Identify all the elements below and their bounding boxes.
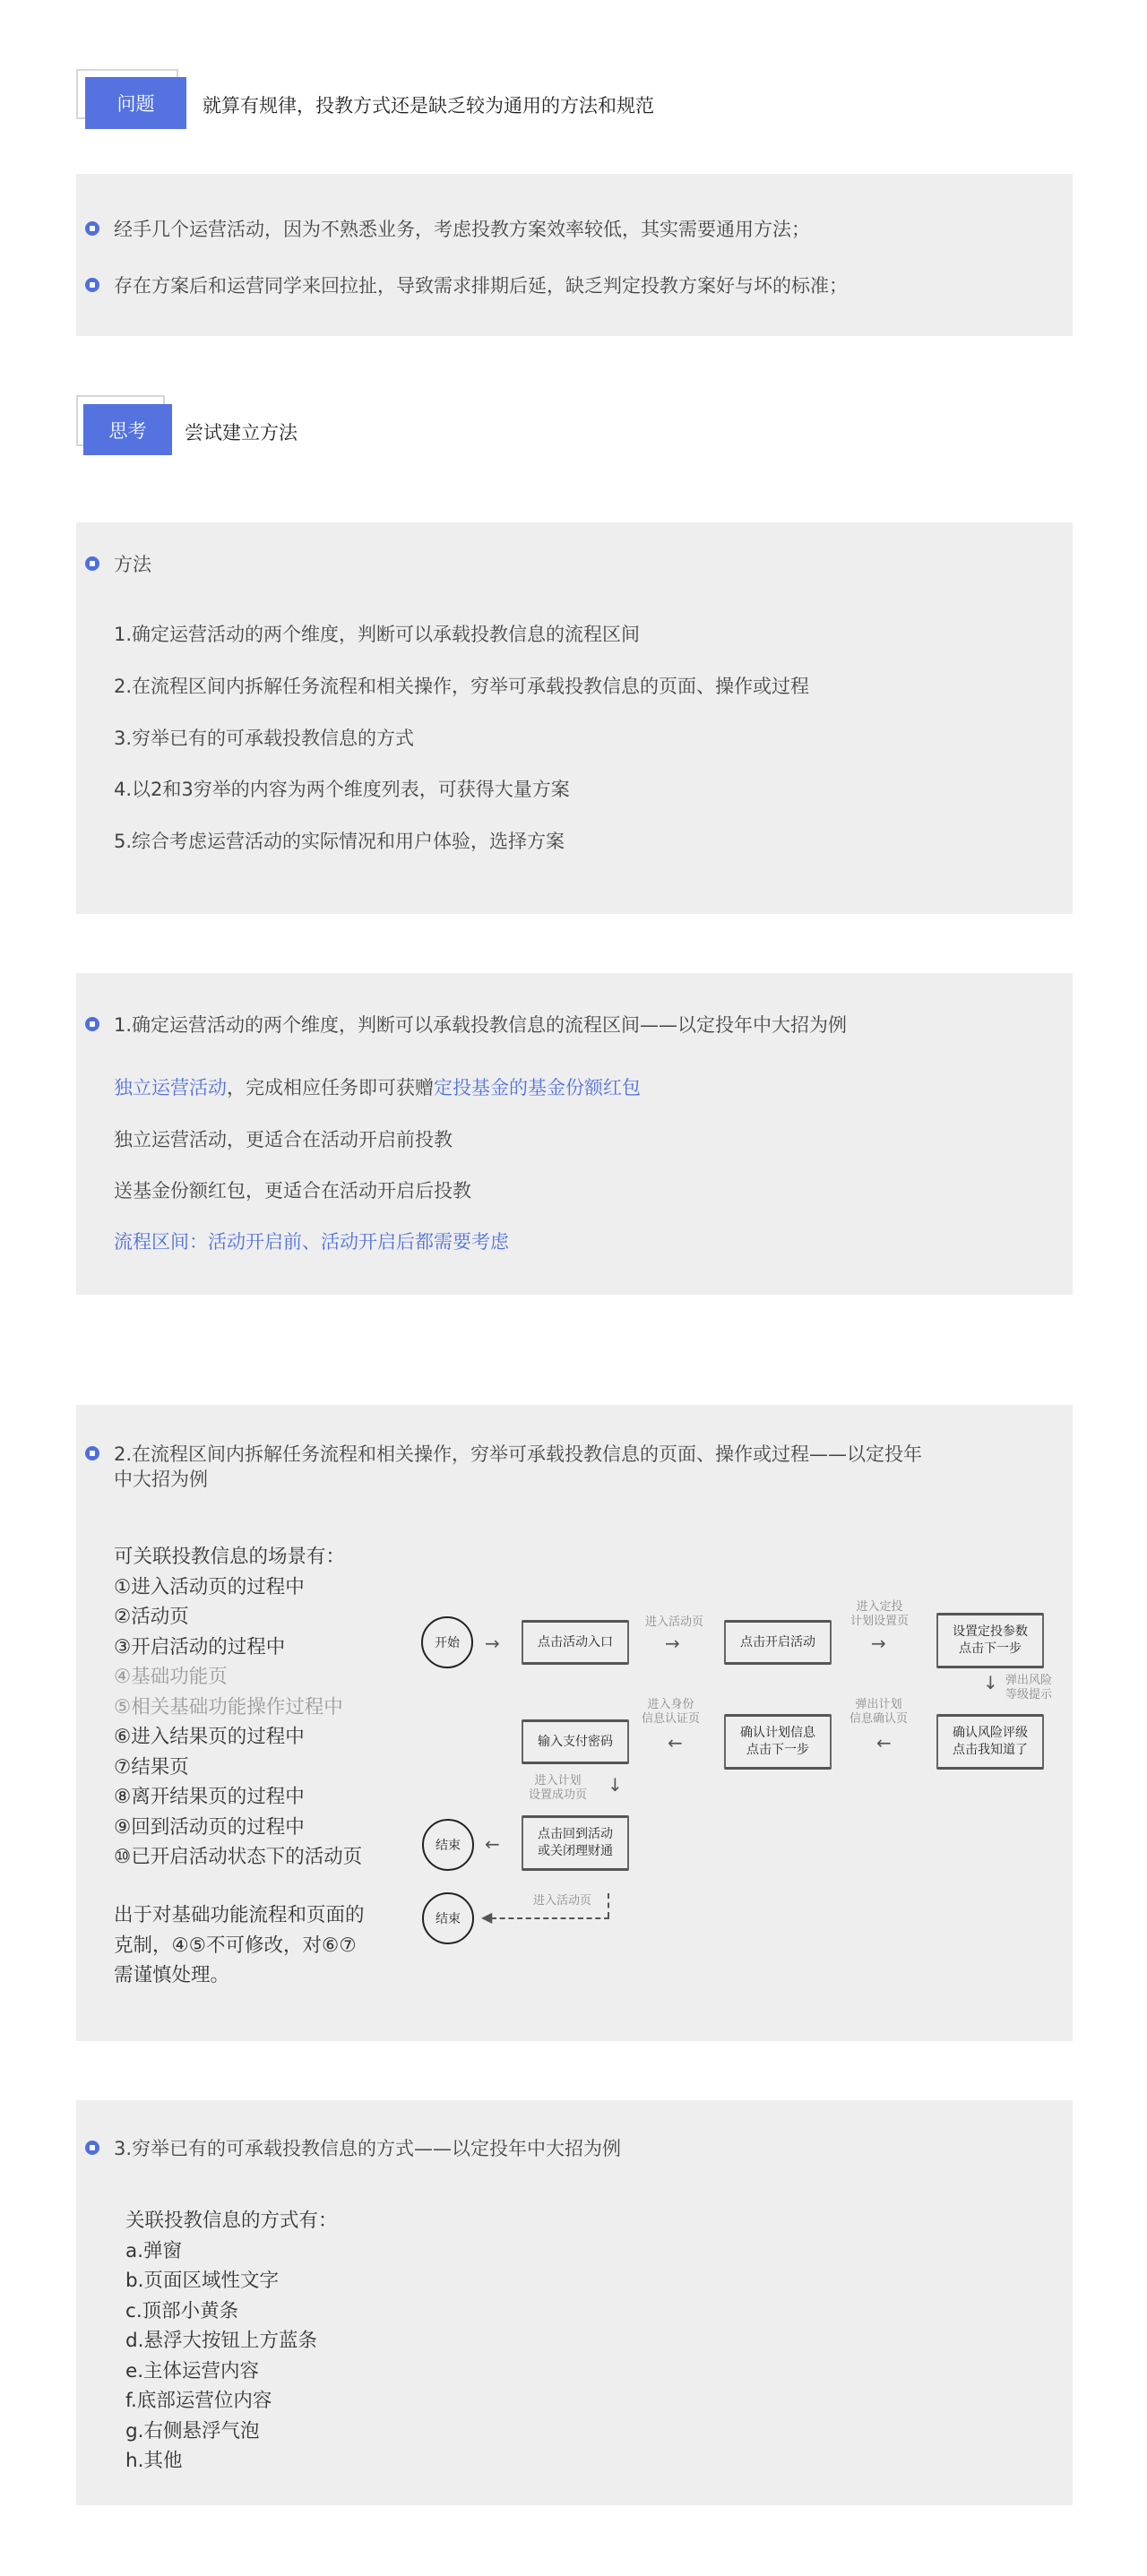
- method-step-4: 4.以2和3穷举的内容为两个维度列表，可获得大量方案: [114, 779, 570, 800]
- step1-line-3: 送基金份额红包，更适合在活动开启后投教: [114, 1180, 471, 1202]
- scene-item: ③开启活动的过程中: [114, 1635, 286, 1658]
- flow-label-line: 信息确认页: [849, 1712, 909, 1726]
- flow-label-risk-popup: [1005, 1674, 1052, 1702]
- flow-box-back: [522, 1815, 629, 1871]
- flow-label-line: 设置成功页: [529, 1788, 588, 1802]
- flow-label-line: 弹出计划: [855, 1698, 902, 1711]
- way-item: g.右侧悬浮气泡: [125, 2419, 260, 2442]
- method-panel: [76, 522, 1073, 914]
- arrow-left-icon: ◀: [481, 1908, 493, 1926]
- scene-item-disabled: ⑤相关基础功能操作过程中: [114, 1695, 343, 1719]
- scene-item: ⑥进入结果页的过程中: [114, 1726, 305, 1748]
- highlight-standalone-activity: 独立运营活动: [114, 1077, 227, 1098]
- scene-item: ②活动页: [114, 1606, 189, 1628]
- step1-line-1-mid: ，完成相应任务即可获赠: [227, 1077, 434, 1098]
- bullet-icon: [85, 1017, 99, 1031]
- method-step-1: 1.确定运营活动的两个维度，判断可以承载投教信息的流程区间: [114, 624, 641, 645]
- scene-note: [114, 1900, 365, 1991]
- arrow-right-icon: →: [485, 1633, 500, 1654]
- scene-item: ⑧离开结果页的过程中: [114, 1786, 305, 1808]
- flow-box-click-start: 点击开启活动: [724, 1620, 832, 1665]
- flow-end-1: 结束: [422, 1819, 474, 1871]
- ways-list: [125, 2206, 338, 2477]
- arrow-left-icon: ←: [668, 1732, 683, 1753]
- flow-label-enter-activity: 进入活动页: [645, 1615, 704, 1629]
- scene-item-disabled: ④基础功能页: [114, 1666, 228, 1688]
- note-line: 克制，④⑤不可修改，对⑥⑦: [114, 1934, 357, 1957]
- ways-list-title: 关联投教信息的方式有：: [125, 2210, 338, 2232]
- dashed-connector: [608, 1893, 609, 1917]
- scene-item: ⑦结果页: [114, 1755, 189, 1779]
- flow-box-confirm-plan: [724, 1714, 832, 1770]
- note-line: 需谨慎处理。: [114, 1964, 230, 1986]
- method-heading: 方法: [114, 554, 151, 575]
- flow-label-line: 计划设置页: [850, 1615, 910, 1628]
- note-line: 出于对基础功能流程和页面的: [114, 1904, 365, 1926]
- flow-label-enter-plan: [850, 1600, 909, 1629]
- problem-bullet-2: 存在方案后和运营同学来回拉扯，导致需求排期后延，缺乏判定投教方案好与坏的标准；: [114, 275, 848, 297]
- flow-box-confirm-risk: [936, 1714, 1044, 1770]
- box-line: 点击回到活动: [538, 1827, 613, 1841]
- step1-line-2: 独立运营活动，更适合在活动开启前投教: [114, 1129, 453, 1150]
- problem-tag: 问题: [85, 77, 186, 129]
- box-line: 点击下一步: [959, 1641, 1022, 1656]
- box-line: 确认计划信息: [740, 1726, 815, 1740]
- step2-panel: [76, 1405, 1073, 2041]
- arrow-right-icon: →: [665, 1633, 680, 1654]
- arrow-left-icon: ←: [485, 1833, 500, 1855]
- arrow-down-icon: ↓: [608, 1774, 623, 1796]
- scene-list: [114, 1542, 362, 1873]
- arrow-right-icon: →: [871, 1633, 886, 1654]
- scene-item: ⑨回到活动页的过程中: [114, 1815, 305, 1839]
- flow-label-line: 等级提示: [1005, 1688, 1053, 1702]
- step1-heading: 1.确定运营活动的两个维度，判断可以承载投教信息的流程区间——以定投年中大招为例: [114, 1014, 848, 1036]
- problem-bullet-1: 经手几个运营活动，因为不熟悉业务，考虑投教方案效率较低，其实需要通用方法；: [114, 219, 810, 240]
- step3-heading: 3.穷举已有的可承载投教信息的方式——以定投年中大招为例: [114, 2138, 622, 2159]
- method-step-5: 5.综合考虑运营活动的实际情况和用户体验，选择方案: [114, 831, 565, 852]
- flow-label-enter-activity-2: 进入活动页: [533, 1894, 592, 1908]
- bullet-icon: [85, 221, 99, 236]
- dashed-connector: [491, 1917, 609, 1919]
- arrow-left-icon: ←: [876, 1732, 892, 1753]
- thinking-title: 尝试建立方法: [185, 422, 298, 444]
- flow-label-plan-confirm: [849, 1698, 908, 1727]
- box-line: 点击我知道了: [953, 1743, 1028, 1757]
- step3-panel: [76, 2100, 1073, 2505]
- way-item: c.顶部小黄条: [125, 2299, 239, 2322]
- scene-item: ⑩已开启活动状态下的活动页: [114, 1846, 363, 1868]
- way-item: b.页面区域性文字: [125, 2270, 279, 2292]
- flow-label-identity: [642, 1698, 700, 1727]
- highlight-fund-red-packet: 定投基金的基金份额红包: [434, 1077, 641, 1098]
- step1-line-1: [114, 1073, 641, 1100]
- bullet-icon: [85, 556, 99, 571]
- flow-label-line: 进入身份: [647, 1698, 694, 1711]
- bullet-icon: [85, 2141, 99, 2155]
- flow-box-click-entry: 点击活动入口: [522, 1620, 629, 1665]
- step2-heading-line-2: 中大招为例: [114, 1469, 208, 1490]
- flow-box-set-params: [936, 1613, 1044, 1668]
- flow-label-line: 弹出风险: [1005, 1674, 1053, 1687]
- way-item: a.弹窗: [125, 2239, 183, 2262]
- box-line: 确认风险评级: [953, 1726, 1028, 1740]
- bullet-icon: [85, 278, 99, 292]
- box-line: 或关闭理财通: [538, 1844, 613, 1858]
- problem-title: 就算有规律，投教方式还是缺乏较为通用的方法和规范: [203, 95, 654, 116]
- way-item: d.悬浮大按钮上方蓝条: [125, 2330, 317, 2352]
- flow-box-pay-password: 输入支付密码: [522, 1719, 629, 1764]
- box-line: 设置定投参数: [953, 1624, 1028, 1639]
- method-step-2: 2.在流程区间内拆解任务流程和相关操作，穷举可承载投教信息的页面、操作或过程: [114, 676, 810, 697]
- way-item: f.底部运营位内容: [125, 2390, 272, 2412]
- way-item: h.其他: [125, 2450, 183, 2472]
- flow-end-2: 结束: [422, 1892, 474, 1944]
- box-line: 点击下一步: [746, 1743, 809, 1757]
- flow-label-success: [529, 1774, 587, 1803]
- scene-item: ①进入活动页的过程中: [114, 1575, 305, 1598]
- bullet-icon: [85, 1446, 99, 1460]
- step2-heading-line-1: 2.在流程区间内拆解任务流程和相关操作，穷举可承载投教信息的页面、操作或过程——以定投年: [114, 1443, 923, 1465]
- step1-panel: [76, 973, 1073, 1295]
- step1-line-4: 流程区间：活动开启前、活动开启后都需要考虑: [114, 1231, 509, 1253]
- problem-panel: [76, 174, 1073, 336]
- thinking-tag: 思考: [83, 404, 172, 455]
- flow-label-line: 进入定投: [856, 1600, 903, 1614]
- arrow-down-icon: ↓: [983, 1672, 998, 1693]
- flow-label-line: 进入计划: [534, 1774, 582, 1788]
- flow-label-line: 信息认证页: [642, 1712, 701, 1726]
- way-item: e.主体运营内容: [125, 2359, 260, 2382]
- scene-list-title: 可关联投教信息的场景有：: [114, 1546, 346, 1568]
- flow-start: 开始: [421, 1616, 473, 1668]
- method-step-3: 3.穷举已有的可承载投教信息的方式: [114, 728, 415, 749]
